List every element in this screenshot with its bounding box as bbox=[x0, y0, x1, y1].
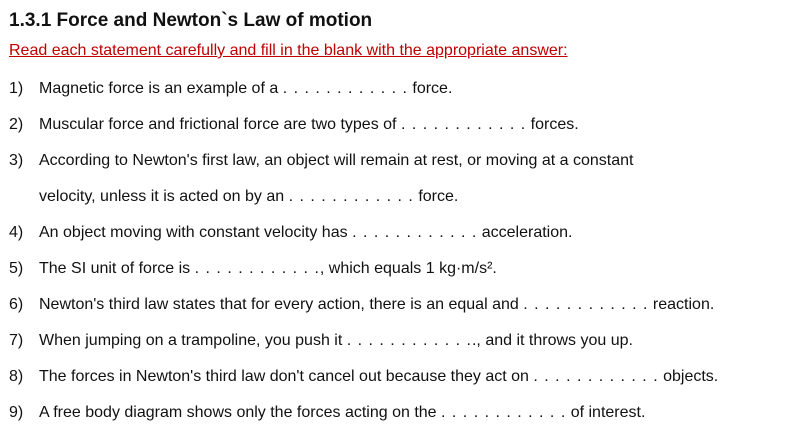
question-text: velocity, unless it is acted on by an bbox=[39, 188, 285, 205]
question-8 bbox=[9, 367, 718, 387]
question-4 bbox=[9, 223, 572, 243]
question-text: Newton's third law states that for every action, there is an equal and bbox=[39, 296, 519, 313]
blank[interactable]: . . . . . . . . . . . . bbox=[352, 224, 478, 241]
question-text: When jumping on a trampoline, you push it bbox=[39, 332, 343, 349]
instruction-text: Read each statement carefully and fill in the blank with the appropriate answer: bbox=[9, 42, 568, 59]
question-number: 9) bbox=[9, 404, 24, 421]
question-text: acceleration. bbox=[477, 224, 573, 241]
question-5 bbox=[9, 259, 497, 279]
question-number: 4) bbox=[9, 224, 24, 241]
blank[interactable]: . . . . . . . . . . . . bbox=[523, 296, 649, 313]
question-number: 6) bbox=[9, 296, 24, 313]
question-number: 8) bbox=[9, 368, 24, 385]
question-text: A free body diagram shows only the forces acting on the bbox=[39, 404, 437, 421]
question-text: Muscular force and frictional force are two types of bbox=[39, 116, 397, 133]
question-text: Magnetic force is an example of a bbox=[39, 80, 279, 97]
question-1 bbox=[9, 79, 452, 99]
question-9 bbox=[9, 403, 645, 423]
question-text: objects. bbox=[658, 368, 719, 385]
question-text: An object moving with constant velocity has bbox=[39, 224, 348, 241]
question-3-continued bbox=[39, 187, 458, 207]
question-number: 5) bbox=[9, 260, 24, 277]
blank[interactable]: . . . . . . . . . . . . bbox=[282, 80, 408, 97]
blank[interactable]: . . . . . . . . . . . . bbox=[400, 116, 527, 133]
question-text: , which equals 1 kg·m/s². bbox=[319, 260, 497, 277]
question-text: reaction. bbox=[648, 296, 715, 313]
blank[interactable]: . . . . . . . . . . . . bbox=[288, 188, 414, 205]
question-2 bbox=[9, 115, 579, 135]
question-3 bbox=[9, 151, 633, 171]
blank[interactable]: . . . . . . . . . . . . bbox=[441, 404, 567, 421]
question-text: The forces in Newton's third law don't cancel out because they act on bbox=[39, 368, 529, 385]
question-6 bbox=[9, 295, 714, 315]
blank[interactable]: . . . . . . . . . . . . bbox=[194, 260, 320, 277]
question-text: force. bbox=[413, 188, 459, 205]
question-number: 2) bbox=[9, 116, 24, 133]
question-text: force. bbox=[407, 80, 453, 97]
question-text: forces. bbox=[526, 116, 579, 133]
question-text: According to Newton's first law, an object will remain at rest, or moving at a constant bbox=[39, 152, 634, 169]
question-number: 7) bbox=[9, 332, 24, 349]
question-7 bbox=[9, 331, 633, 351]
question-number: 1) bbox=[9, 80, 24, 97]
question-text: ., and it throws you up. bbox=[471, 332, 633, 349]
question-number: 3) bbox=[9, 152, 24, 169]
blank[interactable]: . . . . . . . . . . . . bbox=[533, 368, 659, 385]
blank[interactable]: . . . . . . . . . . . . bbox=[346, 332, 472, 349]
question-text: The SI unit of force is bbox=[39, 260, 191, 277]
page-title: 1.3.1 Force and Newton`s Law of motion bbox=[9, 10, 373, 31]
question-text: of interest. bbox=[566, 404, 646, 421]
